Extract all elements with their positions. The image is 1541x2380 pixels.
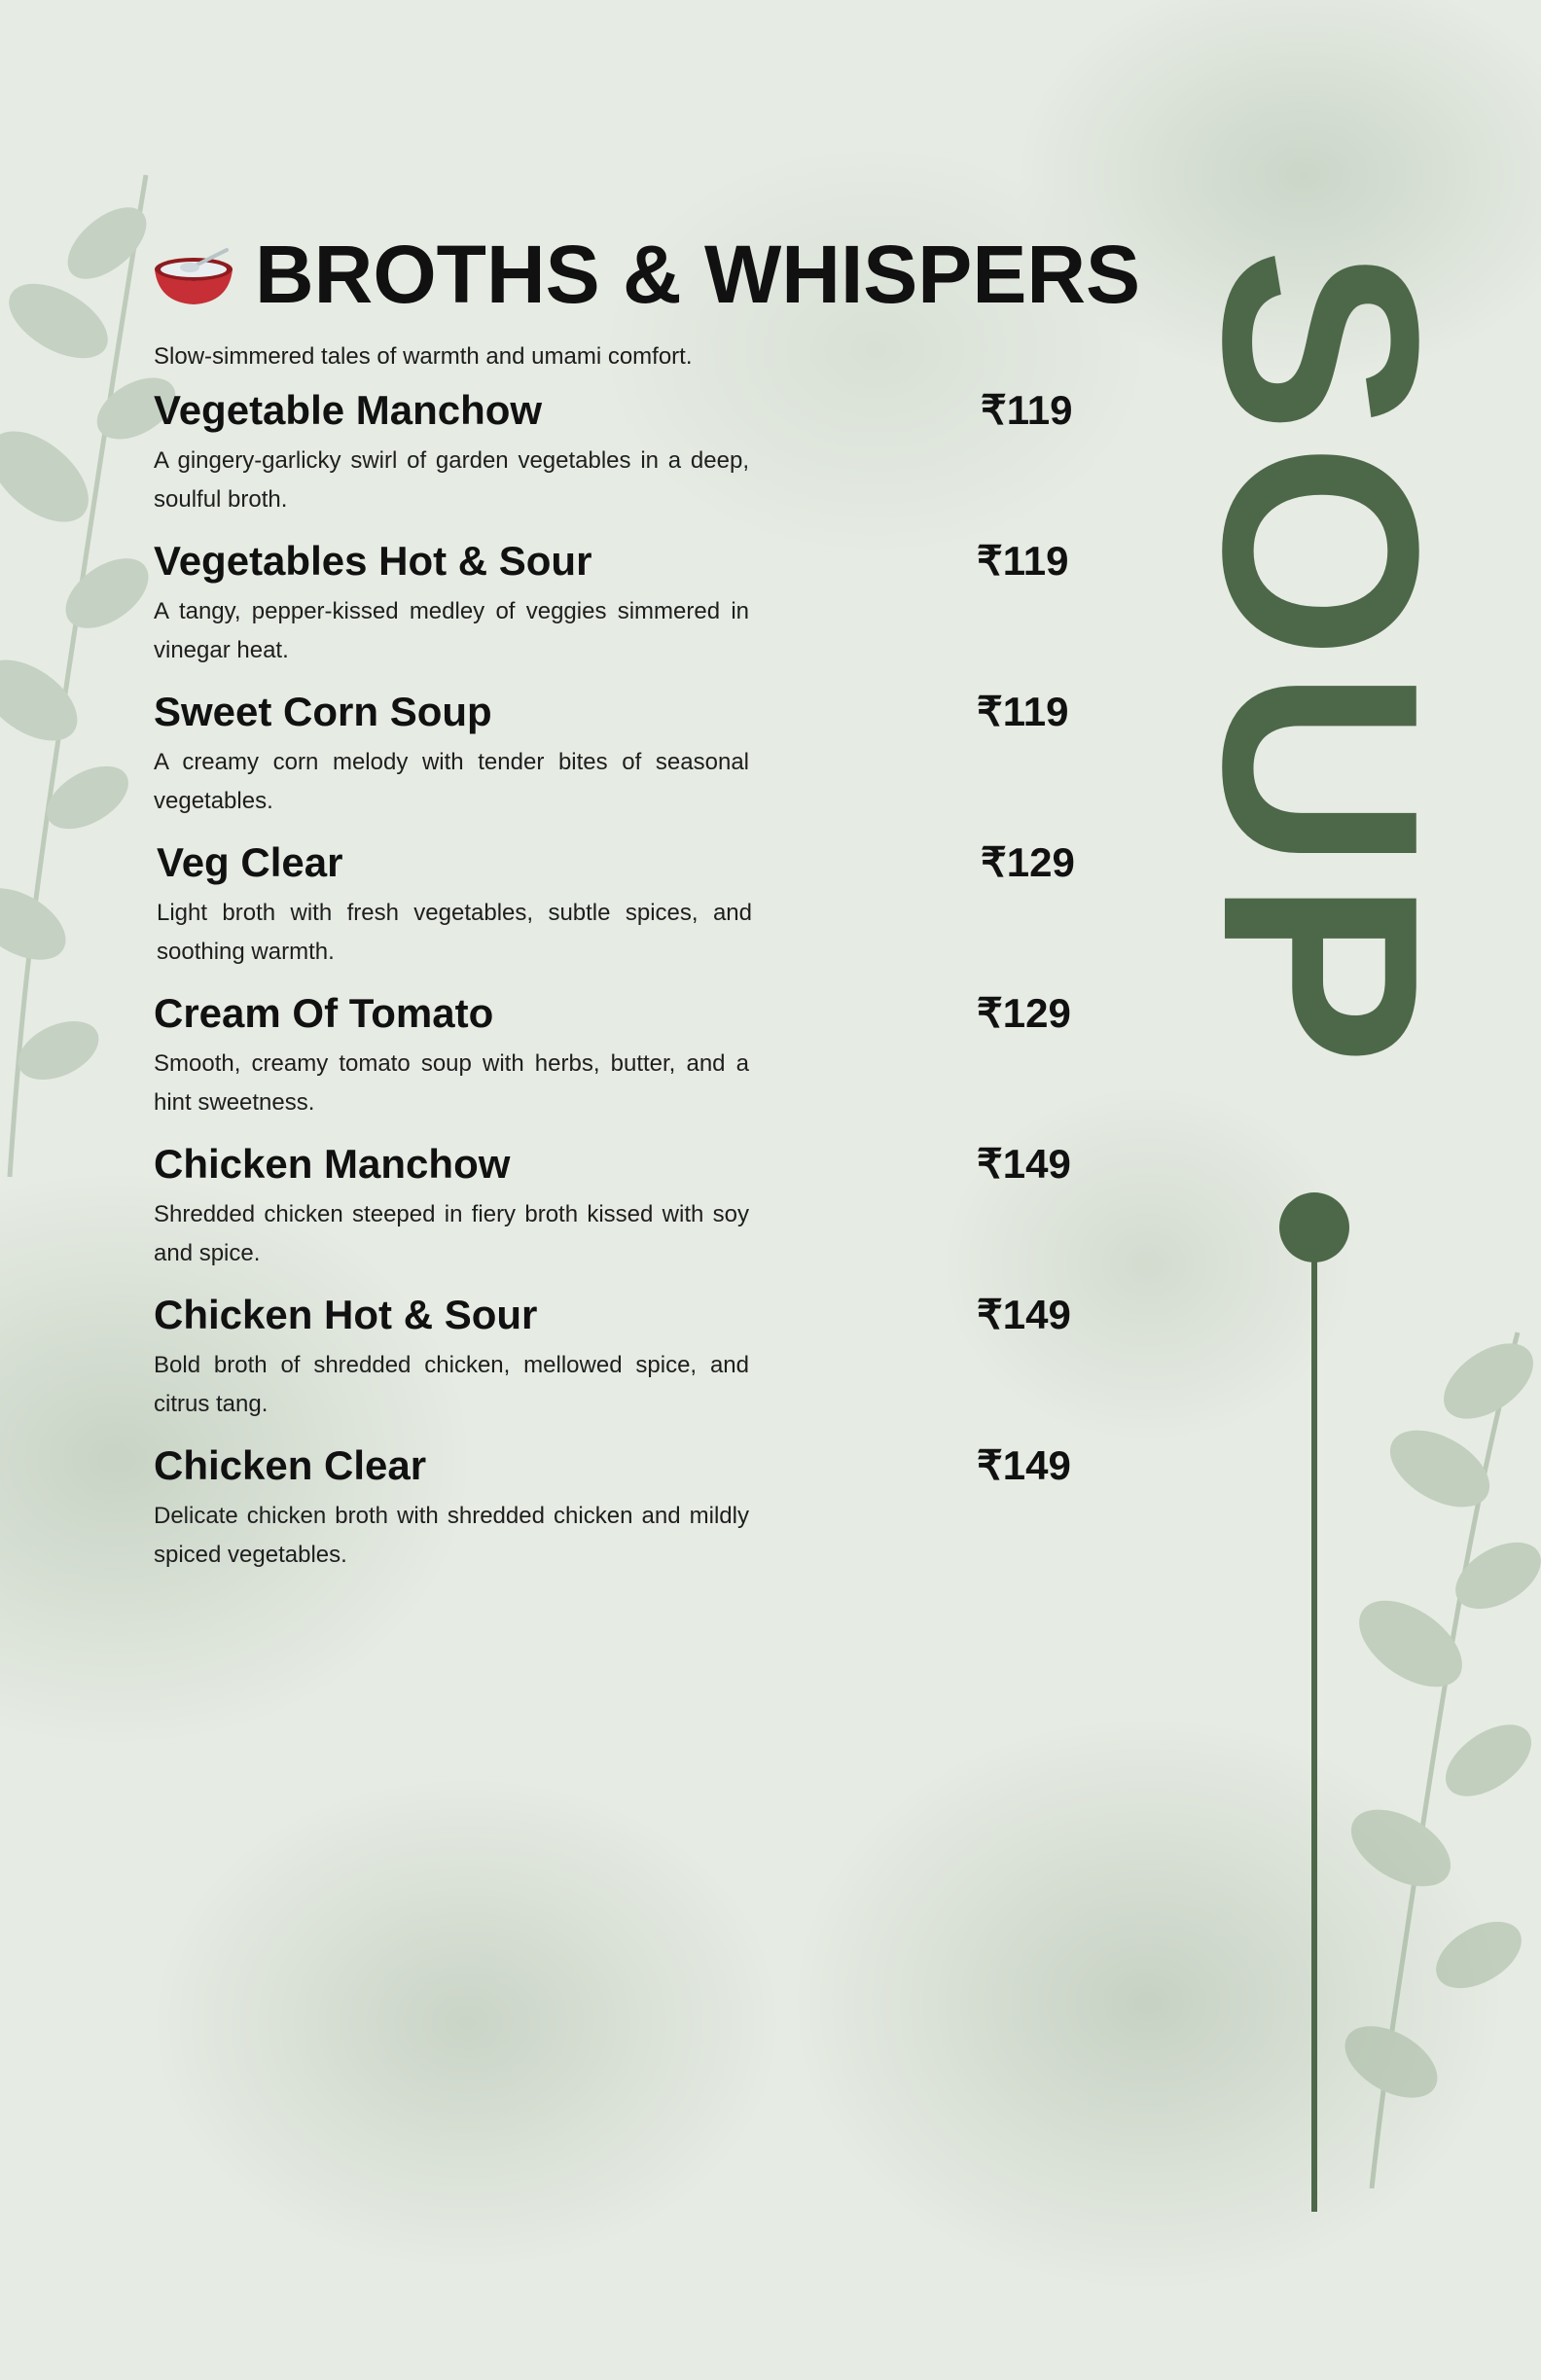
item-description: A tangy, pepper-kissed medley of veggies simmered in vinegar heat. [154, 598, 749, 663]
item-price: ₹149 [977, 1292, 1071, 1337]
item-description: Shredded chicken steeped in fiery broth kissed with soy and spice. [154, 1201, 749, 1266]
menu-tagline: Slow-simmered tales of warmth and umami comfort. [154, 343, 693, 370]
menu-heading: BROTHS & WHISPERS [255, 229, 1141, 320]
item-description: Smooth, creamy tomato soup with herbs, butter, and a hint sweetness. [154, 1050, 749, 1116]
item-name: Cream Of Tomato [154, 990, 494, 1036]
item-description: A creamy corn melody with tender bites of seasonal vegetables. [154, 749, 749, 814]
soup-bowl-icon [151, 246, 236, 310]
item-description: Bold broth of shredded chicken, mellowed spice, and citrus tang. [154, 1352, 749, 1417]
item-price: ₹119 [981, 387, 1073, 433]
item-price: ₹129 [977, 990, 1071, 1036]
item-price: ₹149 [977, 1442, 1071, 1488]
item-name: Veg Clear [157, 839, 343, 885]
decorative-dot [1279, 1192, 1349, 1262]
item-price: ₹149 [977, 1141, 1071, 1187]
soup-vertical-title: SOUP [1165, 247, 1477, 1076]
item-price: ₹129 [981, 839, 1075, 885]
item-description: Light broth with fresh vegetables, subtle spices, and soothing warmth. [157, 900, 752, 965]
item-name: Chicken Clear [154, 1442, 427, 1488]
decorative-vertical-line [1311, 1255, 1317, 2212]
item-name: Vegetable Manchow [154, 387, 543, 433]
leaf-vine-right-decoration [1294, 1323, 1541, 2198]
item-price: ₹119 [977, 538, 1069, 584]
item-name: Vegetables Hot & Sour [154, 538, 592, 584]
item-description: A gingery-garlicky swirl of garden vegetables in a deep, soulful broth. [154, 447, 749, 513]
item-description: Delicate chicken broth with shredded chicken and mildly spiced vegetables. [154, 1503, 749, 1568]
item-name: Sweet Corn Soup [154, 689, 492, 734]
item-price: ₹119 [977, 689, 1069, 734]
item-name: Chicken Hot & Sour [154, 1292, 538, 1337]
item-name: Chicken Manchow [154, 1141, 511, 1187]
